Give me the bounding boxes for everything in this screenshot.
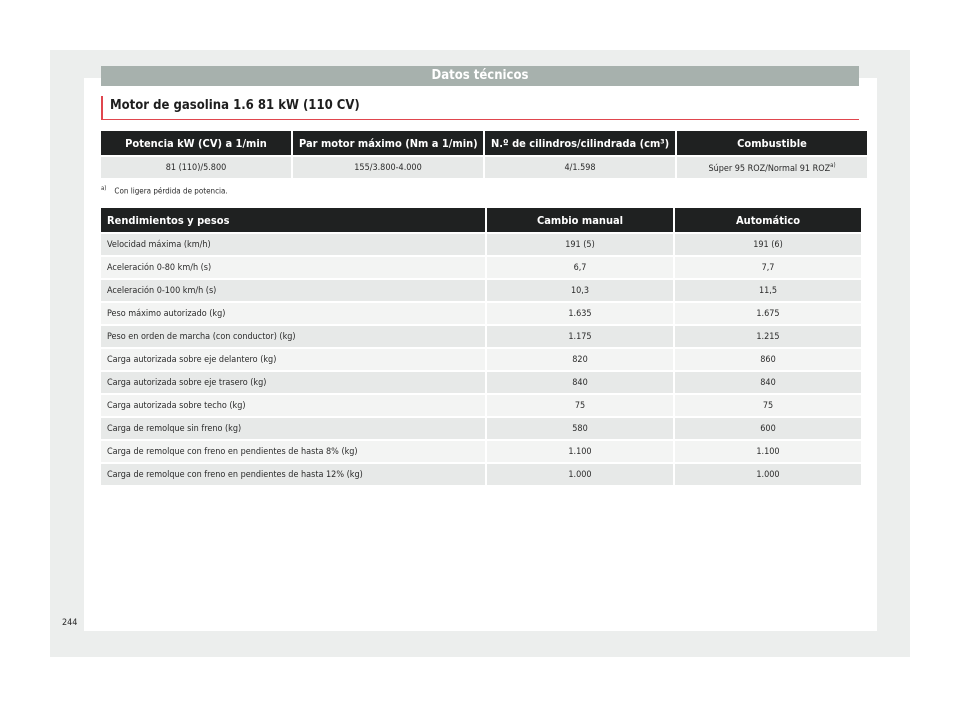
- row-label: Carga autorizada sobre eje trasero (kg): [101, 370, 485, 393]
- row-label: Aceleración 0-100 km/h (s): [101, 278, 485, 301]
- fuel-value: Súper 95 ROZ/Normal 91 ROZ: [708, 163, 831, 174]
- cell-automatic: 7,7: [675, 255, 861, 278]
- table-row: [101, 278, 861, 301]
- footnote-text: Con ligera pérdida de potencia.: [114, 186, 228, 196]
- table-row: [101, 301, 861, 324]
- header-manual: Cambio manual: [487, 208, 673, 232]
- section-title: Datos técnicos: [101, 66, 859, 86]
- performance-table-header-row: [101, 208, 861, 232]
- table-row: [101, 462, 861, 485]
- header-cylinders: N.º de cilindros/cilindrada (cm³): [485, 131, 675, 155]
- cell-manual: 191 (5): [487, 232, 673, 255]
- cell-manual: 75: [487, 393, 673, 416]
- header-power: Potencia kW (CV) a 1/min: [101, 131, 291, 155]
- engine-table-header-row: [101, 131, 867, 155]
- cell-manual: 1.175: [487, 324, 673, 347]
- footnote: [101, 185, 228, 196]
- table-row: [101, 370, 861, 393]
- footnote-mark: a): [101, 185, 107, 192]
- cell-automatic: 600: [675, 416, 861, 439]
- row-label: Carga autorizada sobre eje delantero (kg): [101, 347, 485, 370]
- cell-torque: 155/3.800-4.000: [293, 155, 483, 178]
- engine-heading-text: Motor de gasolina 1.6 81 kW (110 CV): [110, 98, 360, 113]
- cell-power: 81 (110)/5.800: [101, 155, 291, 178]
- table-row: [101, 324, 861, 347]
- cell-automatic: 11,5: [675, 278, 861, 301]
- table-row: [101, 393, 861, 416]
- row-label: Velocidad máxima (km/h): [101, 232, 485, 255]
- table-row: [101, 232, 861, 255]
- cell-automatic: 1.215: [675, 324, 861, 347]
- cell-automatic: 840: [675, 370, 861, 393]
- cell-fuel: [677, 155, 867, 178]
- fuel-footnote-mark: a): [830, 161, 836, 169]
- header-torque: Par motor máximo (Nm a 1/min): [293, 131, 483, 155]
- cell-manual: 820: [487, 347, 673, 370]
- header-fuel: Combustible: [677, 131, 867, 155]
- table-row: [101, 416, 861, 439]
- cell-manual: 840: [487, 370, 673, 393]
- cell-manual: 1.000: [487, 462, 673, 485]
- cell-automatic: 1.675: [675, 301, 861, 324]
- row-label: Carga de remolque con freno en pendientes de hasta 8% (kg): [101, 439, 485, 462]
- row-label: Peso máximo autorizado (kg): [101, 301, 485, 324]
- cell-manual: 1.100: [487, 439, 673, 462]
- row-label: Aceleración 0-80 km/h (s): [101, 255, 485, 278]
- cell-automatic: 860: [675, 347, 861, 370]
- header-performance: Rendimientos y pesos: [101, 208, 485, 232]
- cell-manual: 1.635: [487, 301, 673, 324]
- cell-automatic: 75: [675, 393, 861, 416]
- engine-specs-table: [99, 131, 869, 178]
- page-number: 244: [62, 618, 78, 628]
- row-label: Carga autorizada sobre techo (kg): [101, 393, 485, 416]
- cell-automatic: 1.000: [675, 462, 861, 485]
- row-label: Carga de remolque con freno en pendientes de hasta 12% (kg): [101, 462, 485, 485]
- table-row: [101, 439, 861, 462]
- engine-heading: [101, 96, 859, 120]
- table-row: [101, 155, 867, 178]
- cell-cylinders: 4/1.598: [485, 155, 675, 178]
- table-row: [101, 255, 861, 278]
- cell-automatic: 1.100: [675, 439, 861, 462]
- cell-automatic: 191 (6): [675, 232, 861, 255]
- cell-manual: 580: [487, 416, 673, 439]
- cell-manual: 6,7: [487, 255, 673, 278]
- row-label: Peso en orden de marcha (con conductor) (kg): [101, 324, 485, 347]
- cell-manual: 10,3: [487, 278, 673, 301]
- row-label: Carga de remolque sin freno (kg): [101, 416, 485, 439]
- performance-table: [99, 208, 863, 485]
- table-row: [101, 347, 861, 370]
- header-automatic: Automático: [675, 208, 861, 232]
